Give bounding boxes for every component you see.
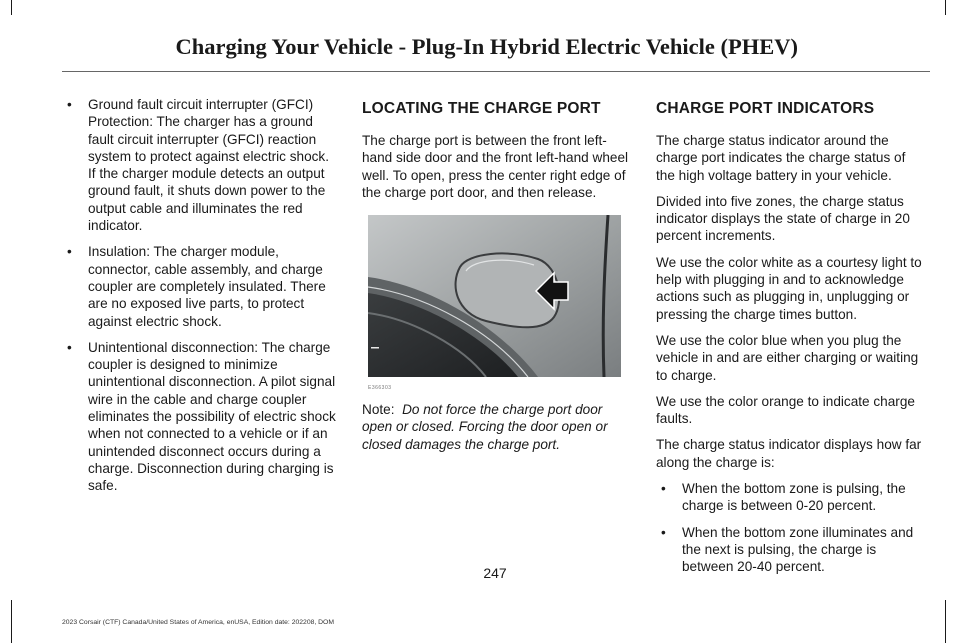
list-item: • Insulation: The charger module, connector, cable assembly, and charge coupler are completely insulated. There are no exposed live parts, to protect against electric shock. — [62, 243, 338, 329]
figure-code: E366303 — [368, 385, 392, 392]
column-3 — [656, 96, 928, 585]
charge-port-illustration — [368, 215, 621, 377]
paragraph: The charge status indicator around the charge port indicates the charge status of the high voltage battery in your vehicle. — [656, 133, 906, 183]
page-number: 247 — [483, 565, 507, 581]
charge-port-drawing — [368, 215, 621, 377]
list-item: • Ground fault circuit interrupter (GFCI) Protection: The charger has a ground fault circuit interrupter (GFCI) reaction system to protect against electric shock. If the charger module detects an output ground fault, it shuts down power to the output cable and illuminates the red indicator. — [62, 96, 338, 234]
footer-edition-info: 2023 Corsair (CTF) Canada/United States of America, enUSA, Edition date: 202208, DOM — [62, 619, 335, 626]
list-item: • When the bottom zone illuminates and the next is pulsing, the charge is between 20-40 percent. — [656, 524, 928, 576]
note-label: Note: — [362, 402, 395, 418]
page-header-title: Charging Your Vehicle - Plug-In Hybrid Electric Vehicle (PHEV) — [175, 34, 798, 59]
safety-feature-list — [62, 96, 338, 495]
paragraph: The charge status indicator displays how far along the charge is: — [656, 437, 922, 470]
column-1 — [62, 96, 338, 504]
paragraph: We use the color blue when you plug the vehicle in and are either charging or waiting to charge. — [656, 332, 919, 383]
list-item: • Unintentional disconnection: The charge coupler is designed to minimize unintentional disconnection. A pilot signal wire in the cable and charge coupler eliminates the possibility of electric shock when not connected to a vehicle or if an unintended disconnect occurs during a charge. Disconnection during charging is safe. — [62, 339, 338, 495]
paragraph: We use the color orange to indicate charge faults. — [656, 393, 915, 427]
header-divider — [62, 71, 930, 72]
column-2 — [362, 96, 630, 462]
section-heading-charge-port-indicators: CHARGE PORT INDICATORS — [656, 100, 875, 117]
crop-mark-top-right — [945, 0, 946, 15]
paragraph: Divided into five zones, the charge status indicator displays the state of charge in 20 percent increments. — [656, 193, 910, 244]
list-item: • When the bottom zone is pulsing, the charge is between 0-20 percent. — [656, 480, 928, 515]
section-heading-locating-charge-port: LOCATING THE CHARGE PORT — [362, 100, 601, 117]
crop-mark-top-left — [11, 0, 12, 15]
charge-progress-list — [656, 480, 928, 575]
note-text: Do not force the charge port door open or closed. Forcing the door open or closed damages the charge port. — [362, 402, 608, 452]
paragraph: We use the color white as a courtesy light to help with plugging in and to acknowledge actions such as plugging in, unplugging or pressing the charge times button. — [656, 254, 922, 322]
paragraph: The charge port is between the front left-hand side door and the front left-hand wheel well. To open, press the center right edge of the charge port door, and then release. — [362, 133, 629, 200]
crop-mark-bottom-left — [11, 600, 12, 643]
crop-mark-bottom-right — [945, 600, 946, 643]
note — [362, 401, 630, 453]
